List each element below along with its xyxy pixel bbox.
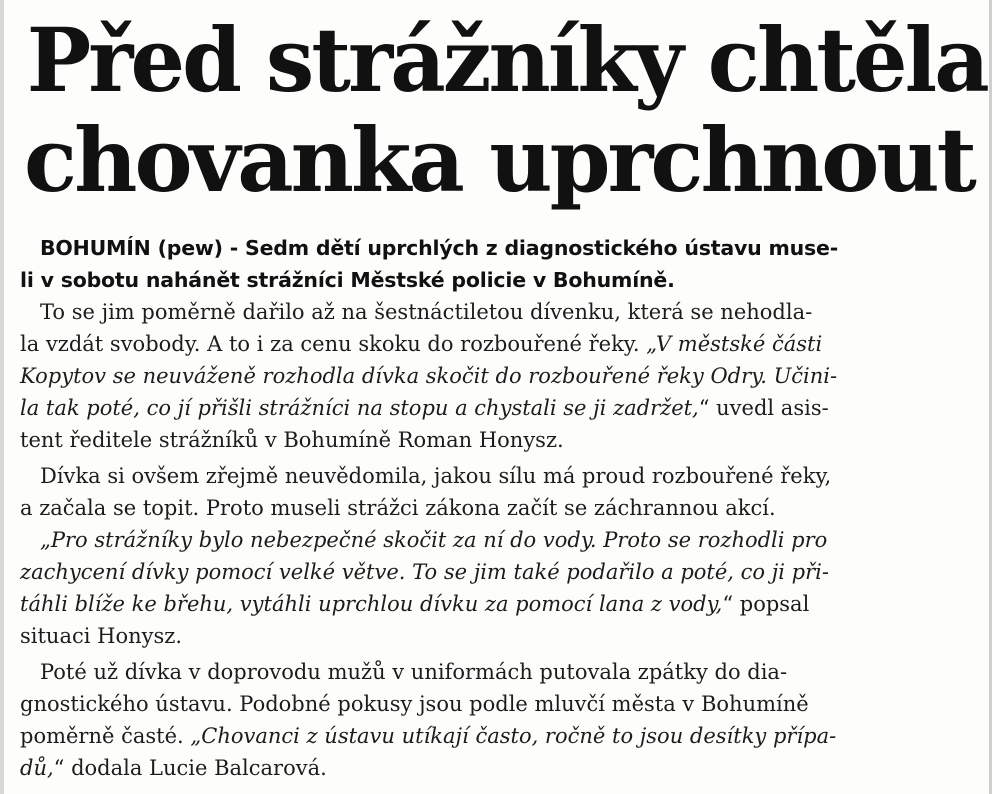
p1-line-2-text: la vzdát svobody. A to i za cenu skoku do rozbouřené řeky. <box>20 332 647 356</box>
p4-line-4 <box>20 752 972 784</box>
p2-line-2: a začala se topit. Proto museli strážci zákona začít se záchrannou akcí. <box>20 496 776 520</box>
lead-paragraph <box>20 232 972 296</box>
lead-line-2: li v sobotu nahánět strážníci Městské policie v Bohumíně. <box>20 268 675 292</box>
paragraph-3 <box>20 524 972 652</box>
paragraph-2 <box>20 460 972 524</box>
paragraph-4 <box>20 656 972 784</box>
p3-line-3-text: “ popsal <box>722 592 810 616</box>
p1-line-4-text: “ uvedl asis- <box>698 396 829 420</box>
p3-line-2: zachycení dívky pomocí velké větve. To se jim také podařilo a poté, co ji při- <box>20 560 829 584</box>
p1-line-4 <box>20 392 972 424</box>
p4-line-2: gnostického ústavu. Podobné pokusy jsou podle mluvčí města v Bohumíně <box>20 692 809 716</box>
p3-line-4: situaci Honysz. <box>20 624 182 648</box>
p1-line-4-quote: la tak poté, co jí přišli strážníci na stopu a chystali se ji zadržet, <box>20 396 699 420</box>
p1-line-5: tent ředitele strážníků v Bohumíně Roman Honysz. <box>20 428 564 452</box>
p4-line-4-text: “ dodala Lucie Balcarová. <box>53 756 327 780</box>
p3-line-3-quote: táhli blíže ke břehu, vytáhli uprchlou dívku za pomocí lana z vody, <box>20 592 723 616</box>
p4-line-3 <box>20 720 972 752</box>
p3-line-3 <box>20 588 972 620</box>
lead-line-1: BOHUMÍN (pew) - Sedm dětí uprchlých z diagnostického ústavu muse- <box>40 236 839 260</box>
p3-line-1: „Pro strážníky bylo nebezpečné skočit za ní do vody. Proto se rozhodli pro <box>40 528 828 552</box>
p2-line-1: Dívka si ovšem zřejmě neuvědomila, jakou sílu má proud rozbouřené řeky, <box>40 464 832 488</box>
article-body <box>20 232 972 784</box>
headline-line-1: Před strážníky chtěla <box>26 8 987 112</box>
p4-line-4-quote: dů, <box>20 756 54 780</box>
p4-line-1: Poté už dívka v doprovodu mužů v uniformách putovala zpátky do dia- <box>40 660 788 684</box>
p4-line-3-quote: „Chovanci z ústavu utíkají často, ročně to jsou desítky přípa- <box>190 724 837 748</box>
p1-line-3: Kopytov se neuváženě rozhodla dívka skočit do rozbouřené řeky Odry. Učini- <box>20 364 838 388</box>
scan-edge-left <box>0 0 4 794</box>
p4-line-3-text: poměrně časté. <box>20 724 191 748</box>
p1-line-2 <box>20 328 972 360</box>
article-headline <box>14 8 987 212</box>
headline-line-2: chovanka uprchnout <box>24 108 974 212</box>
p1-line-1: To se jim poměrně dařilo až na šestnáctiletou dívenku, která se nehodla- <box>40 300 813 324</box>
paragraph-1 <box>20 296 972 456</box>
p1-line-2-quote: „V městské části <box>646 332 823 356</box>
